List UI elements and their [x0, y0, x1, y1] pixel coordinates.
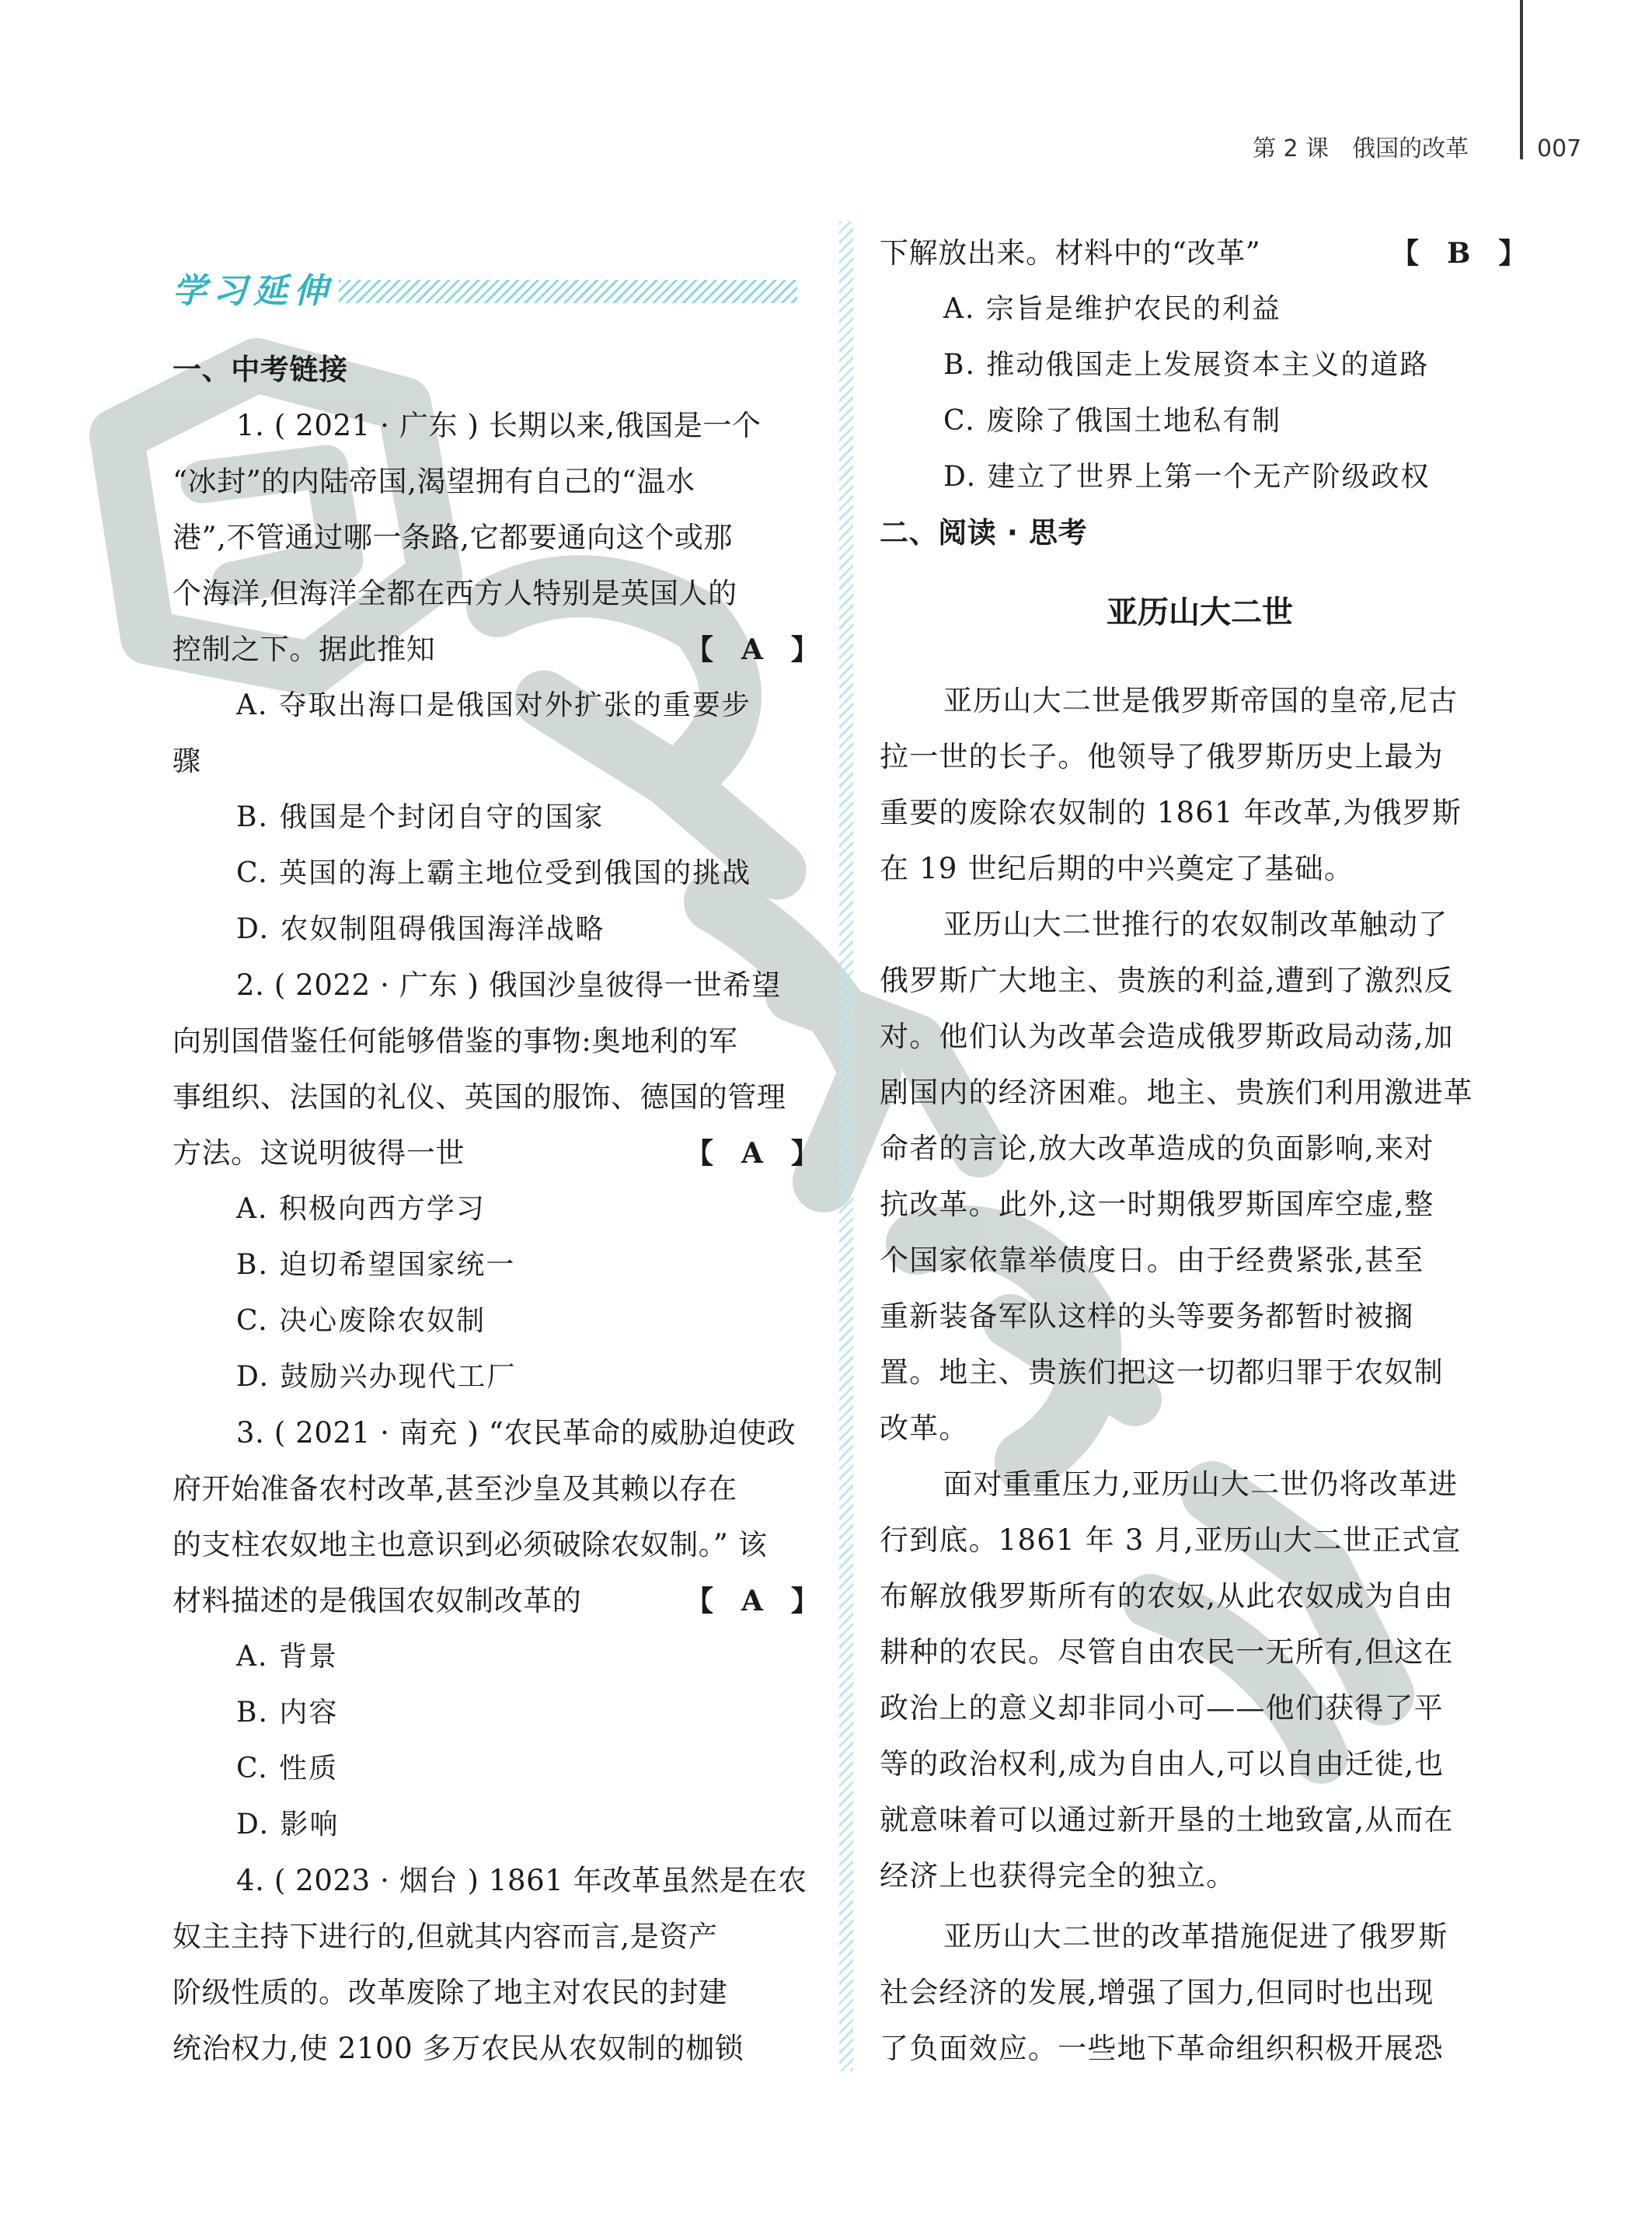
header-lesson-title: 第 2 课 俄国的改革 [1253, 135, 1469, 162]
q3-line-1: 3. ( 2021 · 南充 ) “农民革命的威胁迫使政 [236, 1416, 796, 1450]
q3-option-a: A. 背景 [236, 1641, 338, 1673]
reading-line-17: 布解放俄罗斯所有的农奴,从此农奴成为自由 [880, 1579, 1454, 1613]
reading-line-21: 就意味着可以通过新开垦的土地致富,从而在 [880, 1803, 1454, 1837]
q2-option-d: D. 鼓励兴办现代工厂 [236, 1361, 517, 1393]
reading-line-19: 政治上的意义却非同小可——他们获得了平 [880, 1691, 1444, 1725]
reading-line-24: 社会经济的发展,增强了国力,但同时也出现 [880, 1976, 1434, 2009]
column-divider [839, 222, 853, 2071]
reading-line-4: 在 19 世纪后期的中兴奠定了基础。 [880, 852, 1354, 885]
q2-line-2: 向别国借鉴任何能够借鉴的事物:奥地利的军 [173, 1024, 738, 1058]
q2-line-3: 事组织、法国的礼仪、英国的服饰、德国的管理 [173, 1080, 786, 1114]
reading-line-1: 亚历山大二世是俄罗斯帝国的皇帝,尼古 [943, 684, 1459, 717]
reading-line-9: 命者的言论,放大改革造成的负面影响,来对 [880, 1132, 1434, 1165]
q1-line-5: 控制之下。据此推知 [173, 633, 436, 666]
q4-option-d: D. 建立了世界上第一个无产阶级政权 [943, 461, 1431, 493]
q1-option-d: D. 农奴制阻碍俄国海洋战略 [236, 913, 605, 945]
reading-line-16: 行到底。1861 年 3 月,亚历山大二世正式宣 [880, 1523, 1462, 1557]
q4-option-b: B. 推动俄国走上发展资本主义的道路 [943, 349, 1430, 381]
q4-line-5: 下解放出来。材料中的“改革” [880, 236, 1261, 270]
part1-title: 一、中考链接 [173, 353, 348, 386]
reading-line-15: 面对重重压力,亚历山大二世仍将改革进 [943, 1467, 1459, 1501]
reading-line-5: 亚历山大二世推行的农奴制改革触动了 [943, 908, 1448, 941]
q4-line-2: 奴主主持下进行的,但就其内容而言,是资产 [173, 1920, 718, 1953]
q1-option-b: B. 俄国是个封闭自守的国家 [236, 801, 605, 833]
q4-option-a: A. 宗旨是维护农民的利益 [943, 293, 1281, 325]
q1-option-a: A. 夺取出海口是俄国对外扩张的重要步 [236, 689, 751, 721]
q3-line-3: 的支柱农奴地主也意识到必须破除农奴制。” 该 [173, 1528, 768, 1561]
q3-option-b: B. 内容 [236, 1697, 339, 1729]
reading-line-7: 对。他们认为改革会造成俄罗斯政局动荡,加 [880, 1020, 1454, 1053]
q4-line-3: 阶级性质的。改革废除了地主对农民的封建 [173, 1976, 728, 2009]
reading-line-3: 重要的废除农奴制的 1861 年改革,为俄罗斯 [880, 796, 1462, 829]
q3-line-4: 材料描述的是俄国农奴制改革的 [173, 1584, 582, 1617]
q2-line-4: 方法。这说明彼得一世 [173, 1136, 465, 1170]
q2-answer: 【 A 】 [685, 1137, 819, 1170]
q4-answer: 【 B 】 [1391, 237, 1527, 270]
q4-option-c: C. 废除了俄国土地私有制 [943, 405, 1282, 437]
reading-line-12: 重新装备军队这样的头等要务都暂时被搁 [880, 1300, 1414, 1333]
section-heading-stripes [339, 280, 797, 303]
q3-answer: 【 A 】 [685, 1585, 819, 1617]
reading-line-25: 了负面效应。一些地下革命组织积极开展恐 [880, 2032, 1444, 2065]
q2-option-c: C. 决心废除农奴制 [236, 1305, 486, 1337]
q1-line-4: 个海洋,但海洋全都在西方人特别是英国人的 [173, 577, 737, 610]
q1-line-1: 1. ( 2021 · 广东 ) 长期以来,俄国是一个 [236, 409, 762, 442]
q3-option-c: C. 性质 [236, 1753, 339, 1785]
reading-line-14: 改革。 [880, 1411, 969, 1445]
reading-title: 亚历山大二世 [1107, 595, 1293, 630]
q2-option-b: B. 迫切希望国家统一 [236, 1249, 516, 1281]
reading-line-22: 经济上也获得完全的独立。 [880, 1859, 1236, 1893]
q1-answer: 【 A 】 [685, 633, 819, 666]
part2-title: 二、阅读 · 思考 [880, 516, 1088, 550]
reading-line-18: 耕种的农民。尽管自由农民一无所有,但这在 [880, 1635, 1454, 1669]
q1-option-c: C. 英国的海上霸主地位受到俄国的挑战 [236, 857, 752, 889]
q4-line-1: 4. ( 2023 · 烟台 ) 1861 年改革虽然是在农 [236, 1864, 807, 1897]
reading-line-20: 等的政治权利,成为自由人,可以自由迁徙,也 [880, 1747, 1445, 1781]
page-number: 007 [1537, 135, 1582, 162]
q1-option-a-cont: 骤 [173, 745, 201, 777]
q1-line-2: “冰封”的内陆帝国,渴望拥有自己的“温水 [173, 465, 695, 498]
header-rule [1520, 0, 1523, 159]
section-heading [173, 264, 814, 319]
q3-line-2: 府开始准备农村改革,甚至沙皇及其赖以存在 [173, 1472, 737, 1506]
reading-line-8: 剧国内的经济困难。地主、贵族们利用激进革 [880, 1076, 1473, 1109]
q1-line-3: 港”,不管通过哪一条路,它都要通向这个或那 [173, 521, 734, 554]
q2-line-1: 2. ( 2022 · 广东 ) 俄国沙皇彼得一世希望 [236, 968, 781, 1002]
q3-option-d: D. 影响 [236, 1809, 340, 1840]
reading-line-13: 置。地主、贵族们把这一切都归罪于农奴制 [880, 1355, 1444, 1389]
reading-line-6: 俄罗斯广大地主、贵族的利益,遭到了激烈反 [880, 964, 1454, 997]
q2-option-a: A. 积极向西方学习 [236, 1193, 486, 1225]
reading-line-2: 拉一世的长子。他领导了俄罗斯历史上最为 [880, 740, 1444, 773]
q4-line-4: 统治权力,使 2100 多万农民从农奴制的枷锁 [173, 2032, 744, 2065]
reading-line-11: 个国家依靠举债度日。由于经费紧张,甚至 [880, 1244, 1424, 1277]
reading-line-10: 抗改革。此外,这一时期俄罗斯国库空虚,整 [880, 1188, 1434, 1221]
section-heading-text: 学习延伸 [173, 271, 334, 311]
reading-line-23: 亚历山大二世的改革措施促进了俄罗斯 [943, 1920, 1448, 1953]
